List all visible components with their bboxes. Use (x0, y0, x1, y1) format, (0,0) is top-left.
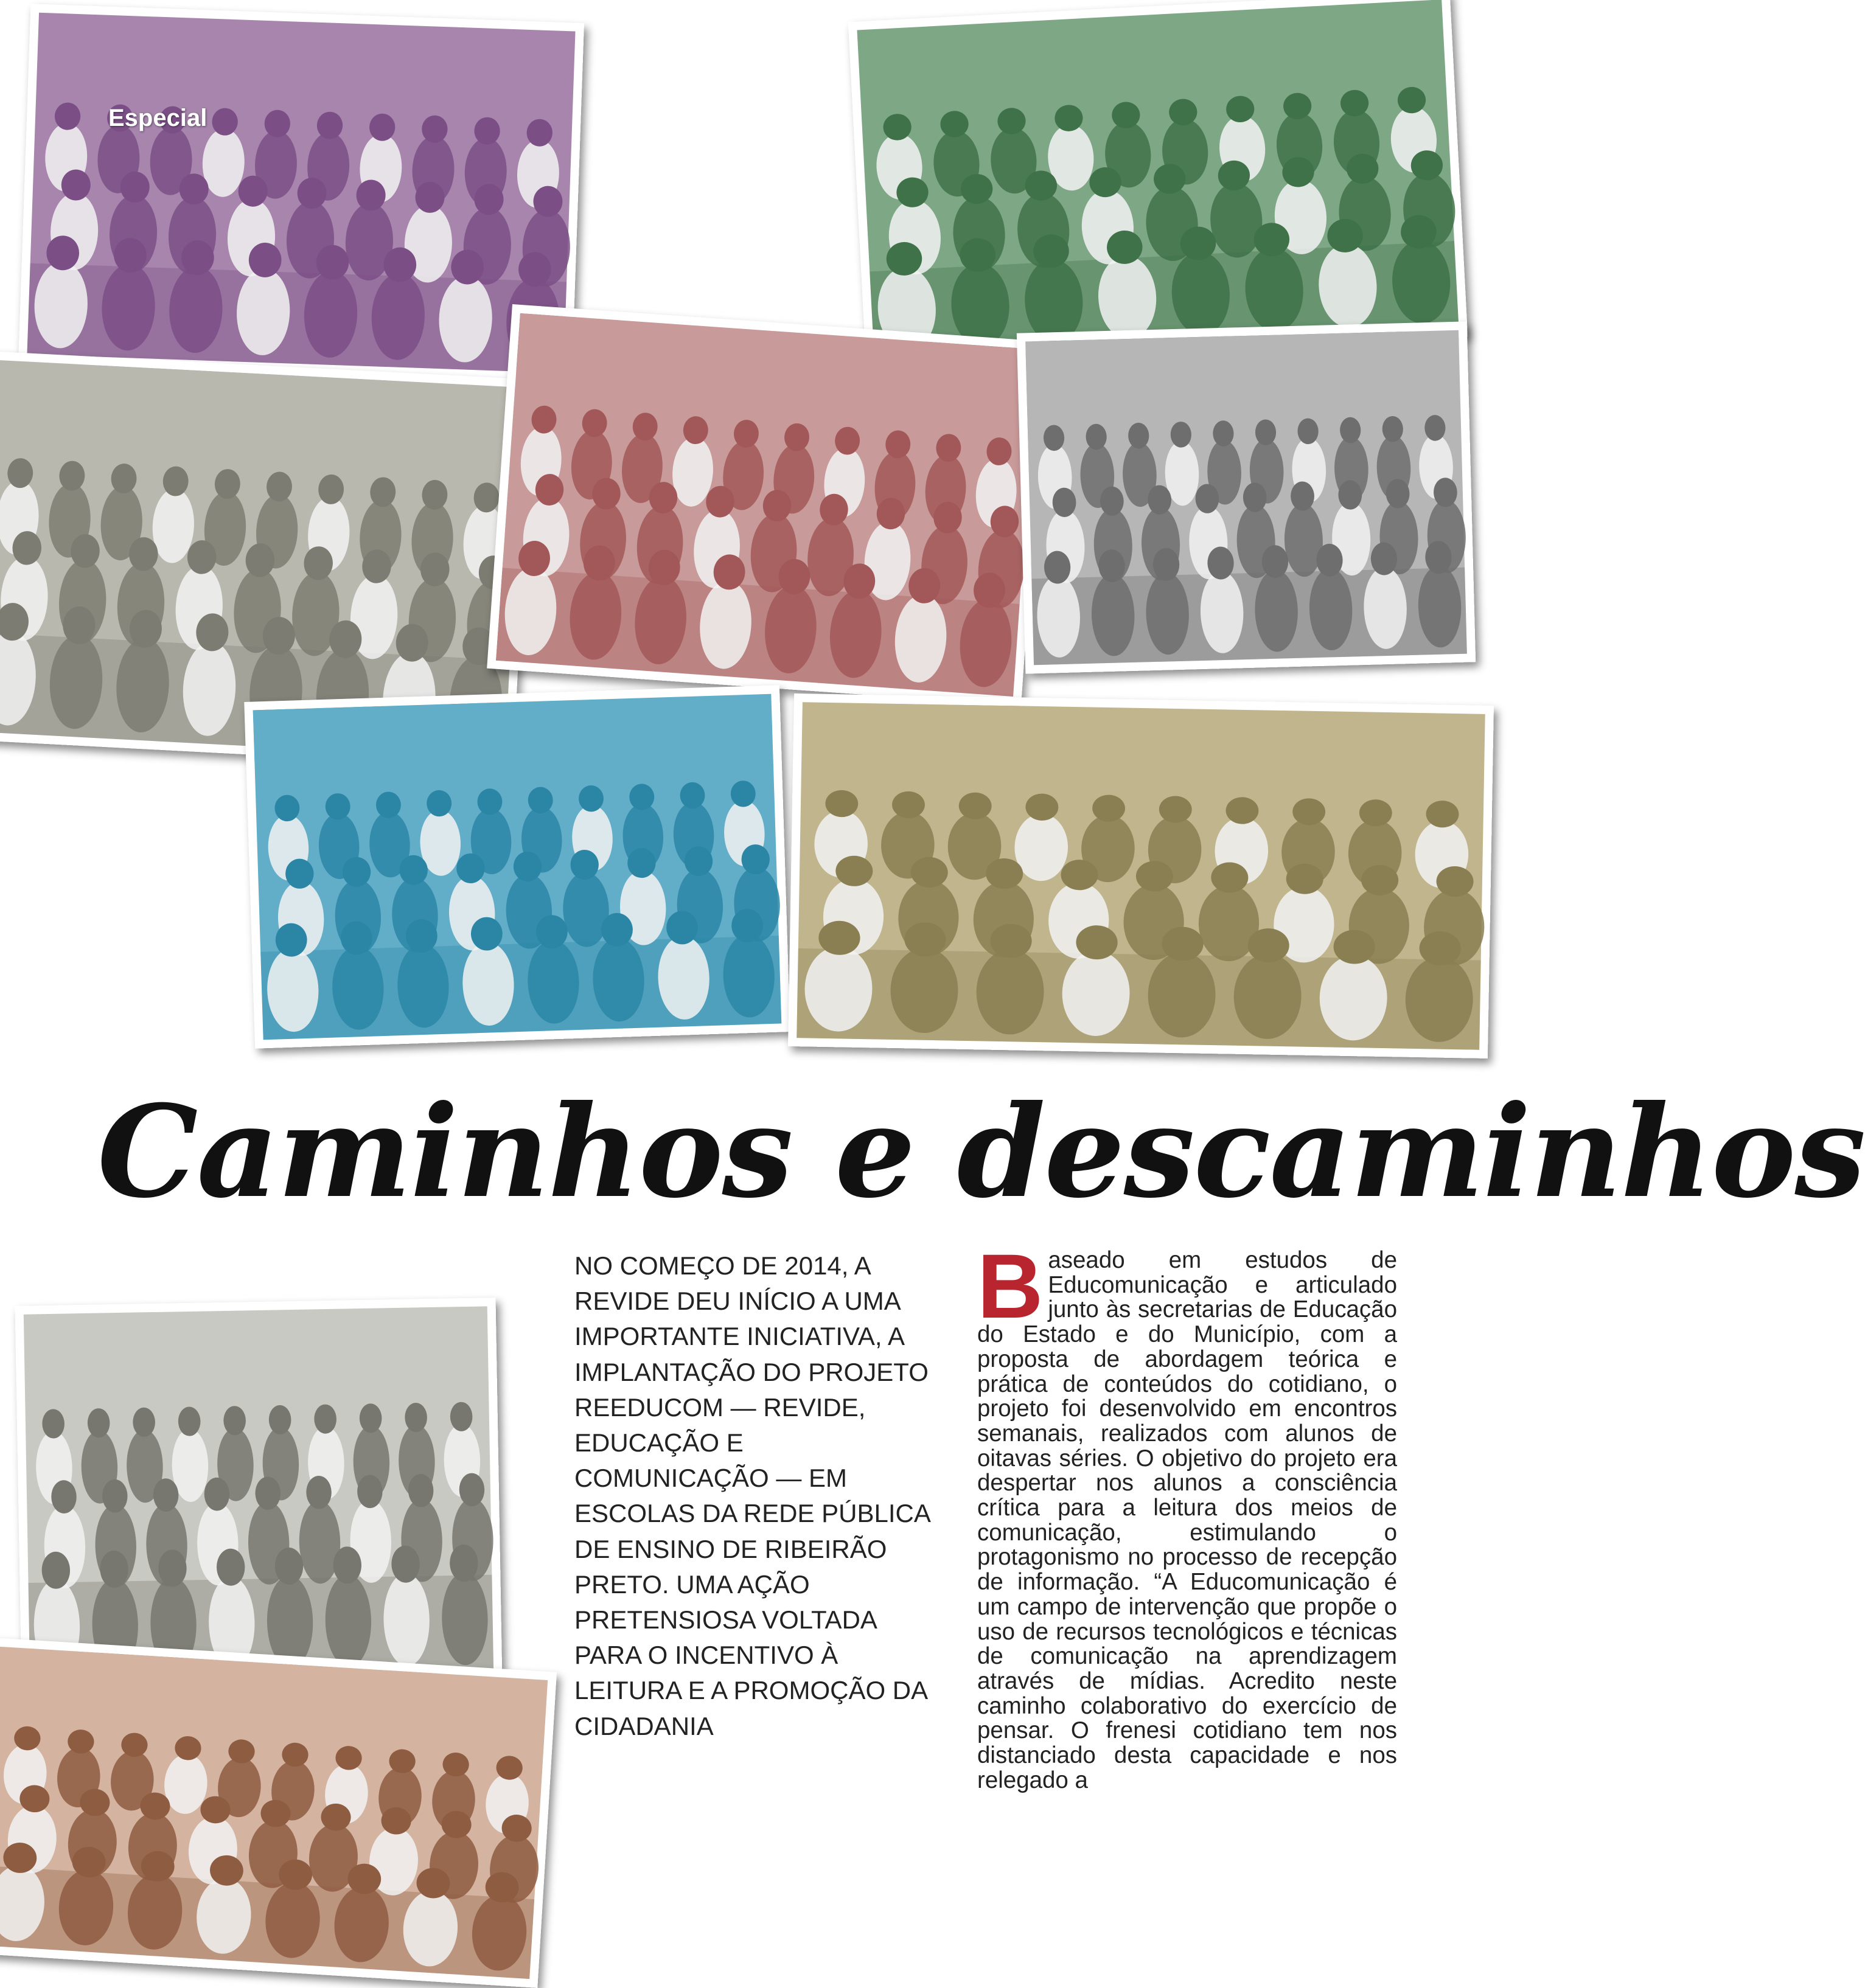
photo-students-sepia-hall (788, 693, 1494, 1058)
body-text (977, 1235, 1397, 1793)
photo-students-green-image (857, 0, 1459, 360)
photo-students-desks-sepia-image (0, 1647, 548, 1979)
photo-students-green (848, 0, 1468, 369)
photo-students-tree-image (1025, 330, 1467, 665)
body-paragraph: aseado em estudos de Educomunicação e articulado junto às secretarias de Educação do Estado e do Município, com a proposta de abordagem teórica e prática de conteúdos do cotidiano, o projeto foi desenvolvido em encontros semanais, realizados com alunos de oitavas séries. O objetivo do projeto era despertar nos alunos a consciência crítica para a leitura dos meios de comunicação, estimulando o protagonismo no processo de recepção de informação. “A Educomunicação é um campo de intervenção que propõe o uso de recursos tecnológicos e técnicas de comunicação na aprendizagem através de mídias. Acredito neste caminho colaborativo do exercício de pensar. O frenesi cotidiano tem nos distanciado desta capacidade e nos relegado a (977, 1247, 1397, 1793)
lead-paragraph: NO COMEÇO DE 2014, A REVIDE DEU INÍCIO A UMA IMPORTANTE INICIATIVA, A IMPLANTAÇÃO DO PROJETO REEDUCOM — REVIDE, EDUCAÇÃO E COMUNICAÇÃO — EM ESCOLAS DA REDE PÚBLICA DE ENSINO DE RIBEIRÃO PRETO. UMA AÇÃO PRETENSIOSA VOLTADA PARA O INCENTIVO À LEITURA E A PROMOÇÃO DA CIDADANIA (574, 1251, 930, 1740)
photo-students-blue (244, 685, 790, 1048)
photo-students-classroom (15, 1298, 503, 1689)
photo-students-blue-image (253, 694, 782, 1040)
photo-students-field-image (27, 13, 575, 373)
photo-students-classroom-image (24, 1306, 493, 1680)
photo-students-sepia-hall-image (797, 702, 1485, 1049)
photo-students-desks-sepia (0, 1638, 557, 1988)
photo-students-tree (1017, 321, 1476, 673)
photo-students-computer-lab-image (496, 313, 1037, 697)
photo-students-computer-lab (487, 304, 1047, 706)
section-label: Especial (108, 105, 207, 131)
drop-cap: B (977, 1235, 1044, 1337)
photo-students-field (18, 4, 584, 381)
headline: Caminhos e descaminhos (97, 1078, 1865, 1226)
